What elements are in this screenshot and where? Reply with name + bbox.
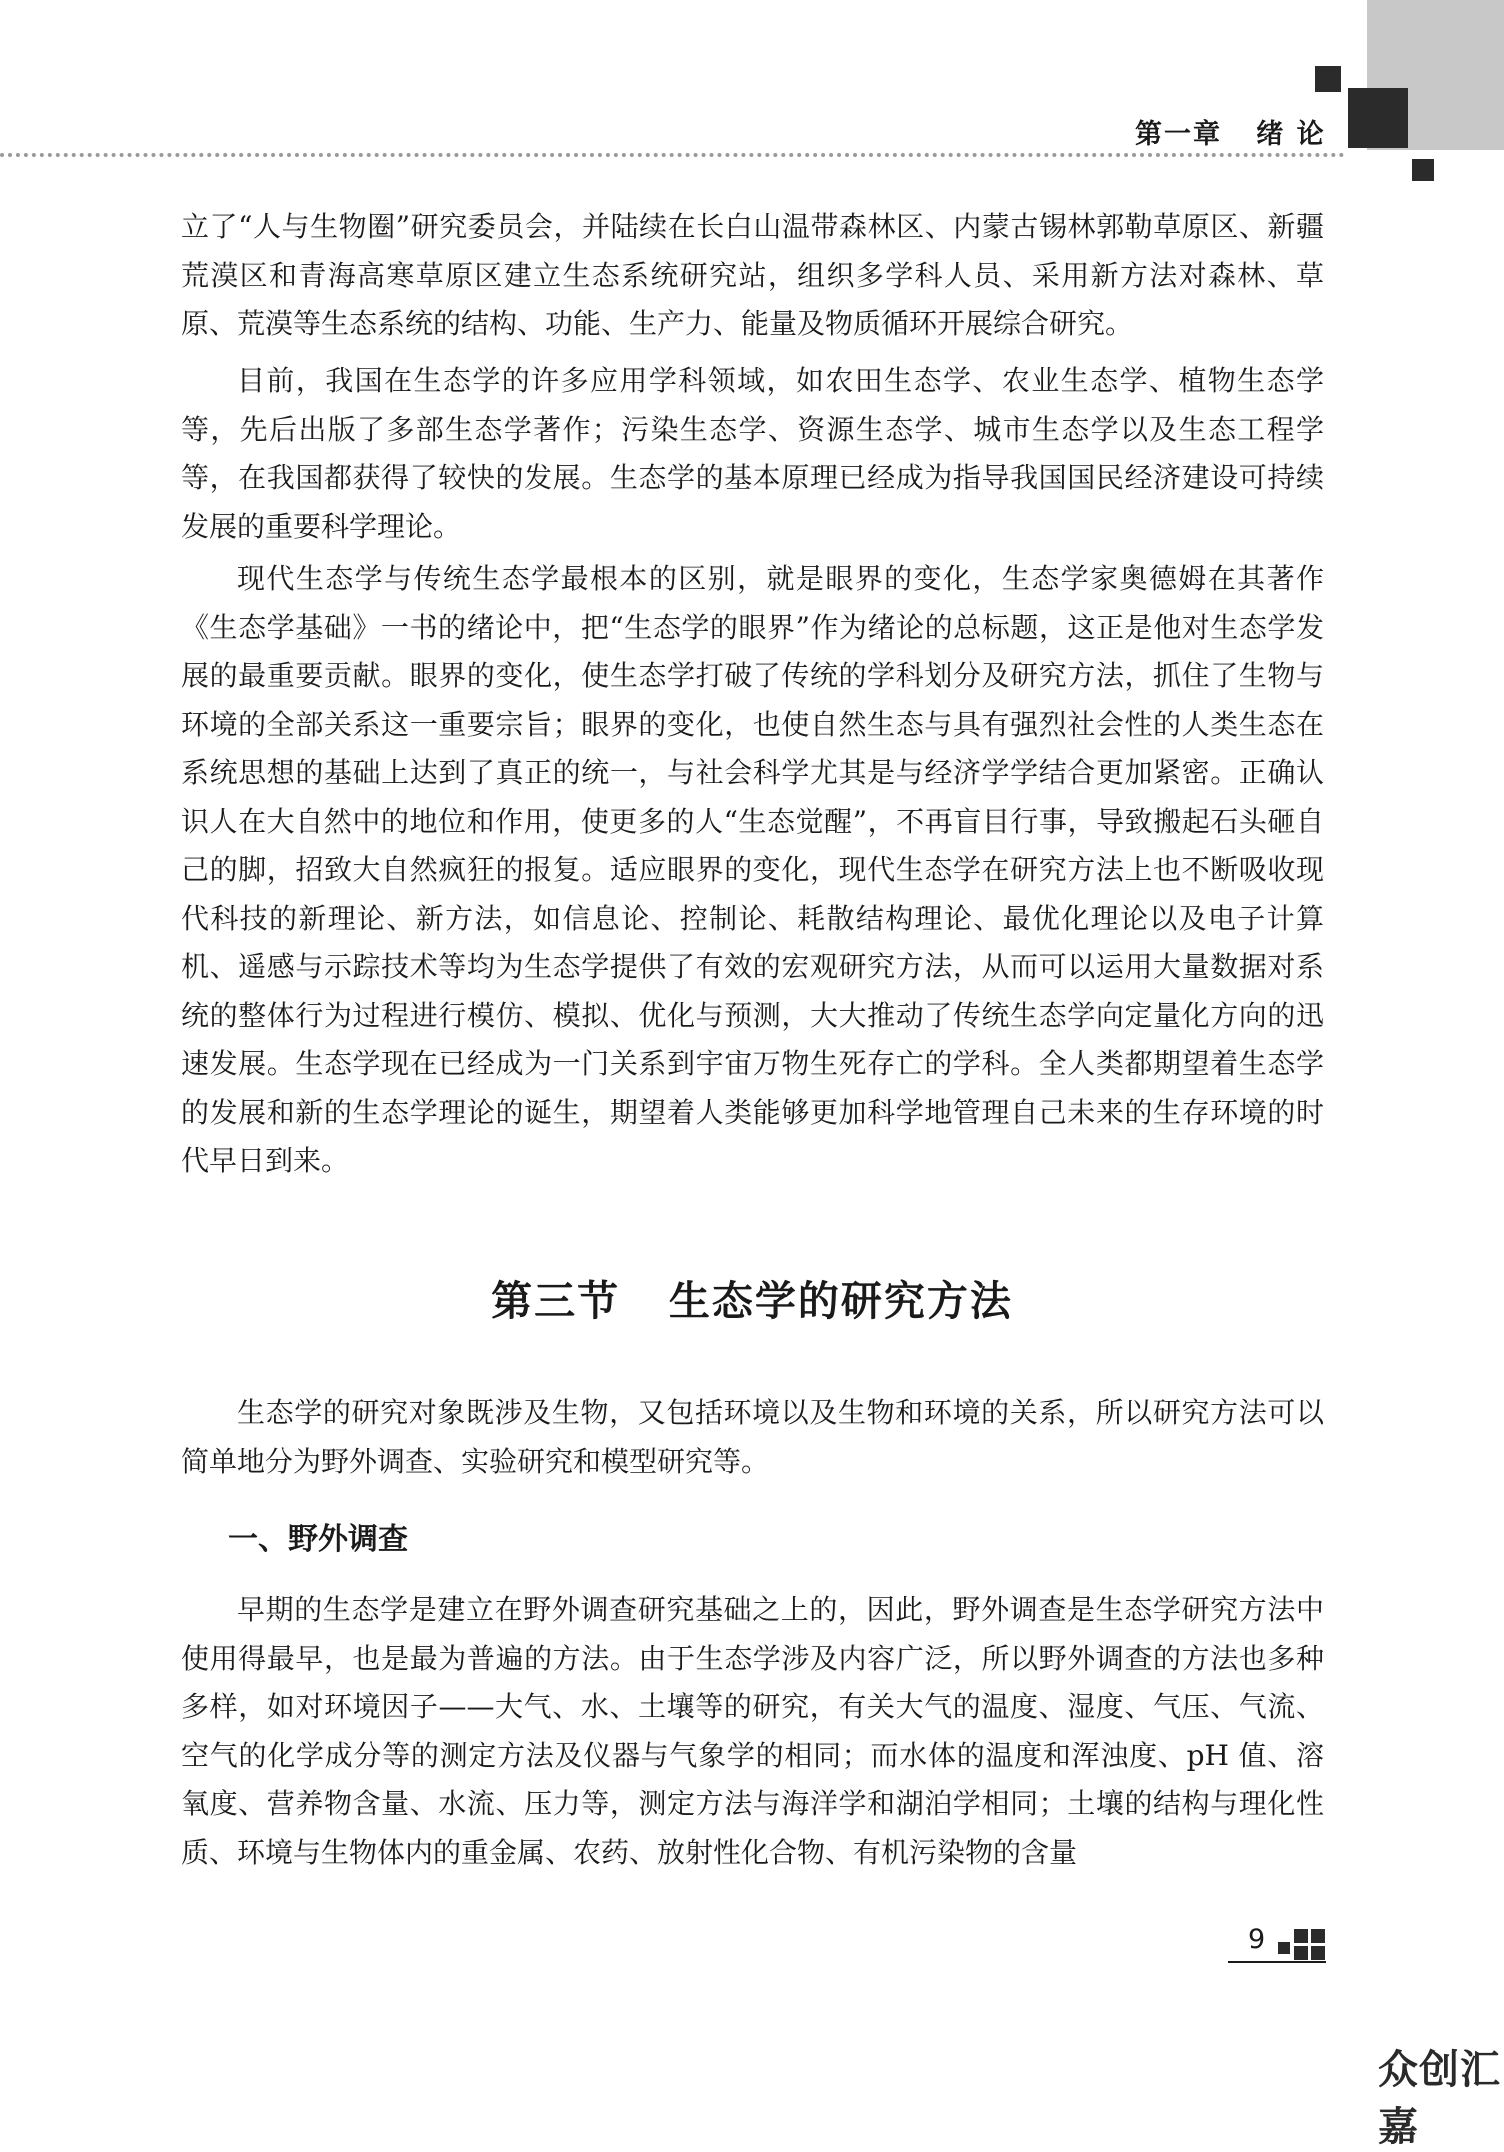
- footer-square-5: [1311, 1946, 1325, 1960]
- footer-square-2: [1294, 1929, 1308, 1943]
- page-number-underline: [1228, 1961, 1326, 1963]
- footer-square-3: [1311, 1929, 1325, 1943]
- header-dotted-rule: [0, 153, 1345, 157]
- footer-square-1: [1278, 1942, 1290, 1954]
- paragraph-3: 现代生态学与传统生态学最根本的区别，就是眼界的变化，生态学家奥德姆在其著作《生态学基础》一书的绪论中，把“生态学的眼界”作为绪论的总标题，这正是他对生态学发展的最重要贡献。眼界的变化，使生态学打破了传统的学科划分及研究方法，抓住了生物与环境的全部关系这一重要宗旨；眼界的变化，也使自然生态与具有强烈社会性的人类生态在系统思想的基础上达到了真正的统一，与社会科学尤其是与经济学学结合更加紧密。正确认识人在大自然中的地位和作用，使更多的人“生态觉醒”，不再盲目行事，导致搬起石头砸自己的脚，招致大自然疯狂的报复。适应眼界的变化，现代生态学在研究方法上也不断吸收现代科技的新理论、新方法，如信息论、控制论、耗散结构理论、最优化理论以及电子计算机、遥感与示踪技术等均为生态学提供了有效的宏观研究方法，从而可以运用大量数据对系统的整体行为过程进行模仿、模拟、优化与预测，大大推动了传统生态学向定量化方向的迅速发展。生态学现在已经成为一门关系到宇宙万物生死存亡的学科。全人类都期望着生态学的发展和新的生态学理论的诞生，期望着人类能够更加科学地管理自己未来的生存环境的时代早日到来。: [181, 562, 1324, 1177]
- section-title: 第三节 生态学的研究方法: [491, 1277, 1013, 1325]
- page-number: 9: [1248, 1924, 1266, 1955]
- chapter-header: 第一章 绪 论: [1135, 119, 1326, 150]
- subsection-heading: 一、野外调查: [228, 1522, 408, 1557]
- subsection-paragraph: 早期的生态学是建立在野外调查研究基础之上的，因此，野外调查是生态学研究方法中使用得最早，也是最为普遍的方法。由于生态学涉及内容广泛，所以野外调查的方法也多种多样，如对环境因子——大气、水、土壤等的研究，有关大气的温度、湿度、气压、气流、空气的化学成分等的测定方法及仪器与气象学的相同；而水体的温度和浑浊度、pH 值、溶氧度、营养物含量、水流、压力等，测定方法与海洋学和湖泊学相同；土壤的结构与理化性质、环境与生物体内的重金属、农药、放射性化合物、有机污染物的含量: [181, 1593, 1324, 1869]
- section-intro: 生态学的研究对象既涉及生物，又包括环境以及生物和环境的关系，所以研究方法可以简单地分为野外调查、实验研究和模型研究等。: [181, 1396, 1324, 1478]
- corner-square-1: [1315, 66, 1341, 92]
- paragraph-2: 目前，我国在生态学的许多应用学科领域，如农田生态学、农业生态学、植物生态学等，先后出版了多部生态学著作；污染生态学、资源生态学、城市生态学以及生态工程学等，在我国都获得了较快的发展。生态学的基本原理已经成为指导我国国民经济建设可持续发展的重要科学理论。: [181, 364, 1324, 543]
- corner-square-3: [1412, 159, 1434, 181]
- watermark-logo: 众创汇嘉: [1378, 2047, 1501, 2150]
- paragraph-1: 立了“人与生物圈”研究委员会，并陆续在长白山温带森林区、内蒙古锡林郭勒草原区、新疆荒漠区和青海高寒草原区建立生态系统研究站，组织多学科人员、采用新方法对森林、草原、荒漠等生态系统的结构、功能、生产力、能量及物质循环开展综合研究。: [181, 210, 1324, 340]
- corner-square-2: [1348, 88, 1408, 148]
- footer-square-4: [1294, 1946, 1308, 1960]
